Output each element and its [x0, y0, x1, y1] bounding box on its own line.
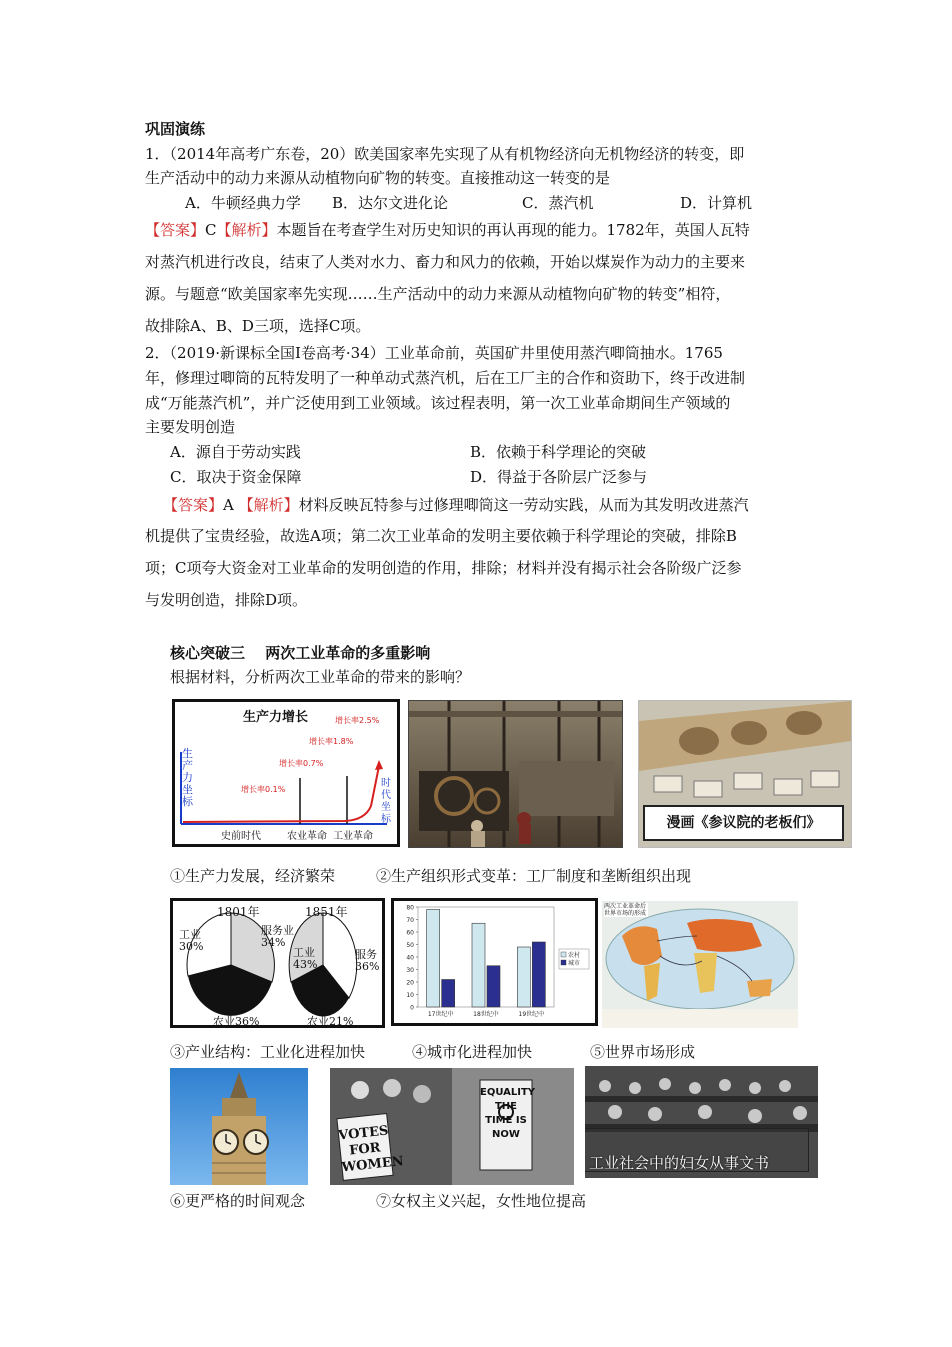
factory-illustration — [409, 701, 622, 847]
y-tick-label: 80 — [406, 904, 414, 912]
big-ben-photo — [170, 1068, 308, 1185]
office-women-photo — [585, 1066, 818, 1178]
continent-eurasia — [687, 919, 762, 952]
q2-option-c: C．取决于资金保障 — [170, 468, 302, 486]
q1-analysis-line-4: 故排除A、B、D三项，选择C项。 — [145, 317, 371, 335]
bar-农村 — [427, 910, 440, 1008]
world-market-map — [602, 901, 798, 1028]
legend-swatch — [561, 952, 566, 957]
cartoon-caption: 漫画《参议院的老板们》 — [643, 805, 844, 841]
senate-cartoon — [638, 700, 852, 848]
bar-城市 — [532, 942, 545, 1007]
office-caption: 工业社会中的妇女从事文书 — [589, 1154, 770, 1172]
pie-year: 1851年 — [305, 905, 348, 919]
era-label: 史前时代 — [221, 831, 261, 842]
caption-3: ③产业结构：工业化进程加快 — [170, 1043, 366, 1061]
caption-6: ⑥更严格的时间观念 — [170, 1192, 306, 1210]
productivity-chart — [172, 699, 400, 847]
rate-label: 增长率0.7% — [279, 759, 324, 768]
x-axis-label: 时代坐标 — [381, 778, 391, 825]
q1-option-b: B．达尔文进化论 — [332, 194, 449, 212]
y-tick-label: 50 — [406, 942, 414, 949]
pie-year: 1801年 — [217, 905, 260, 919]
q1-answer-line — [145, 218, 750, 242]
worker-figure — [517, 812, 531, 826]
answer-tag: 【答案】 — [145, 221, 206, 239]
analysis-tag: 【解析】 — [216, 221, 277, 239]
factory-photo — [408, 700, 623, 848]
q1-option-d: D．计算机 — [680, 194, 753, 212]
loom-row — [519, 761, 614, 816]
votes-sign-text: VOTES FOR WOMEN — [337, 1123, 405, 1176]
era-label: 农业革命 — [287, 831, 327, 842]
q2-analysis-line-4: 与发明创造，排除D项。 — [145, 591, 308, 609]
bar-城市 — [487, 966, 500, 1007]
legend-swatch — [561, 960, 566, 965]
q2-analysis-line-2: 机提供了宝贵经验，故选A项；第二次工业革命的发明主要依赖于科学理论的突破，排除B — [145, 527, 737, 545]
x-tick-label: 19世纪中 — [518, 1011, 545, 1018]
continent-australia — [747, 979, 772, 997]
y-tick-label: 0 — [410, 1004, 414, 1012]
caption-5: ⑤世界市场形成 — [590, 1043, 696, 1061]
y-tick-label: 30 — [406, 967, 414, 974]
map-illustration — [602, 901, 798, 1028]
q1-analysis-line-2: 对蒸汽机进行改良，结束了人类对水力、畜力和风力的依赖，开始以煤炭作为动力的主要来 — [145, 253, 746, 271]
y-tick-label: 70 — [406, 917, 414, 924]
q2-line-1: 2．（2019·新课标全国Ⅰ卷高考·34）工业革命前，英国矿井里使用蒸汽唧筒抽水。1765 — [145, 344, 723, 362]
y-tick-label: 40 — [406, 954, 414, 962]
y-tick-label: 10 — [406, 992, 414, 999]
x-tick-label: 17世纪中 — [427, 1011, 454, 1018]
core-title: 核心突破三 两次工业革命的多重影响 — [170, 644, 431, 662]
q1-option-c: C．蒸汽机 — [522, 194, 594, 212]
bar-农村 — [517, 947, 530, 1007]
analysis-text: 本题旨在考查学生对历史知识的再认再现的能力。1782年，英国人瓦特 — [276, 221, 750, 239]
caption-7: ⑦女权主义兴起，女性地位提高 — [376, 1192, 587, 1210]
chart-title: 生产力增长 — [243, 710, 309, 725]
suffrage-photo — [330, 1068, 574, 1185]
caption-2: ②生产组织形式变革：工厂制度和垄断组织出现 — [376, 867, 692, 885]
x-tick-label: 18世纪中 — [473, 1011, 499, 1018]
pie2-service: 服务 36% — [355, 948, 380, 973]
y-tick-label: 60 — [406, 929, 414, 937]
rate-label: 增长率2.5% — [335, 716, 380, 725]
map-title: 两次工业革命后世界市场的形成 — [604, 903, 647, 917]
caption-4: ④城市化进程加快 — [412, 1043, 533, 1061]
caption-1: ①生产力发展，经济繁荣 — [170, 867, 336, 885]
answer-tag: 【答案】 — [163, 496, 224, 514]
big-ben-illustration — [170, 1068, 308, 1185]
bar-城市 — [442, 980, 455, 1008]
q2-option-a: A．源自于劳动实践 — [170, 443, 301, 461]
urbanization-chart — [391, 898, 598, 1026]
industry-structure-pies — [170, 898, 385, 1028]
pie2-agri: 农业21% — [307, 1015, 354, 1028]
y-tick-label: 20 — [406, 979, 414, 987]
pie1-agri: 农业36% — [213, 1015, 260, 1028]
analysis-tag: 【解析】 — [238, 496, 299, 514]
growth-arrowhead — [375, 760, 383, 770]
y-axis-label: 生产力坐标 — [182, 747, 193, 808]
pie2-industry: 工业 43% — [293, 946, 318, 971]
q2-analysis-line-3: 项；C项夸大资金对工业革命的发明创造的作用，排除；材料并没有揭示社会各阶级广泛参 — [145, 559, 742, 577]
urbanization-chart-svg — [394, 901, 595, 1023]
q2-option-d: D．得益于各阶层广泛参与 — [470, 468, 648, 486]
core-prompt: 根据材料，分析两次工业革命的带来的影响？ — [170, 668, 471, 686]
bar-农村 — [472, 923, 485, 1007]
analysis-text: 材料反映瓦特参与过修理唧筒这一劳动实践，从而为其发明改进蒸汽 — [298, 496, 749, 514]
pie1-industry: 工业 30% — [179, 928, 204, 953]
q1-line-2: 生产活动中的动力来源从动植物向矿物的转变。直接推动这一转变的是 — [145, 169, 611, 187]
rate-label: 增长率1.8% — [309, 737, 354, 746]
answer-value: A — [223, 496, 234, 514]
answer-value: C — [205, 221, 217, 239]
pies-svg — [173, 901, 382, 1025]
q1-option-a: A．牛顿经典力学 — [185, 194, 301, 212]
q2-answer-line — [163, 493, 749, 517]
worker-figure — [471, 820, 483, 832]
q2-line-3: 成“万能蒸汽机”，并广泛使用到工业领域。该过程表明，第一次工业革命期间生产领域的 — [145, 394, 731, 412]
q1-line-1: 1．（2014年高考广东卷，20）欧美国家率先实现了从有机物经济向无机物经济的转变，即 — [145, 145, 745, 163]
section-title: 巩固演练 — [145, 120, 206, 138]
rate-label: 增长率0.1% — [241, 785, 286, 794]
era-label: 工业革命 — [333, 831, 373, 842]
q2-option-b: B．依赖于科学理论的突破 — [470, 443, 647, 461]
q2-line-4: 主要发明创造 — [145, 418, 236, 436]
q2-line-2: 年，修理过唧筒的瓦特发明了一种单动式蒸汽机，后在工厂主的合作和资助下，终于改进制 — [145, 369, 746, 387]
q1-analysis-line-3: 源。与题意“欧美国家率先实现……生产活动中的动力来源从动植物向矿物的转变”相符， — [145, 285, 731, 303]
equality-sign-text: EQUALITY THE TIME IS NOW — [480, 1087, 536, 1140]
legend-label: 城市 — [568, 960, 581, 967]
pie1-service: 服务业 34% — [261, 924, 294, 949]
legend-label: 农村 — [568, 952, 581, 959]
